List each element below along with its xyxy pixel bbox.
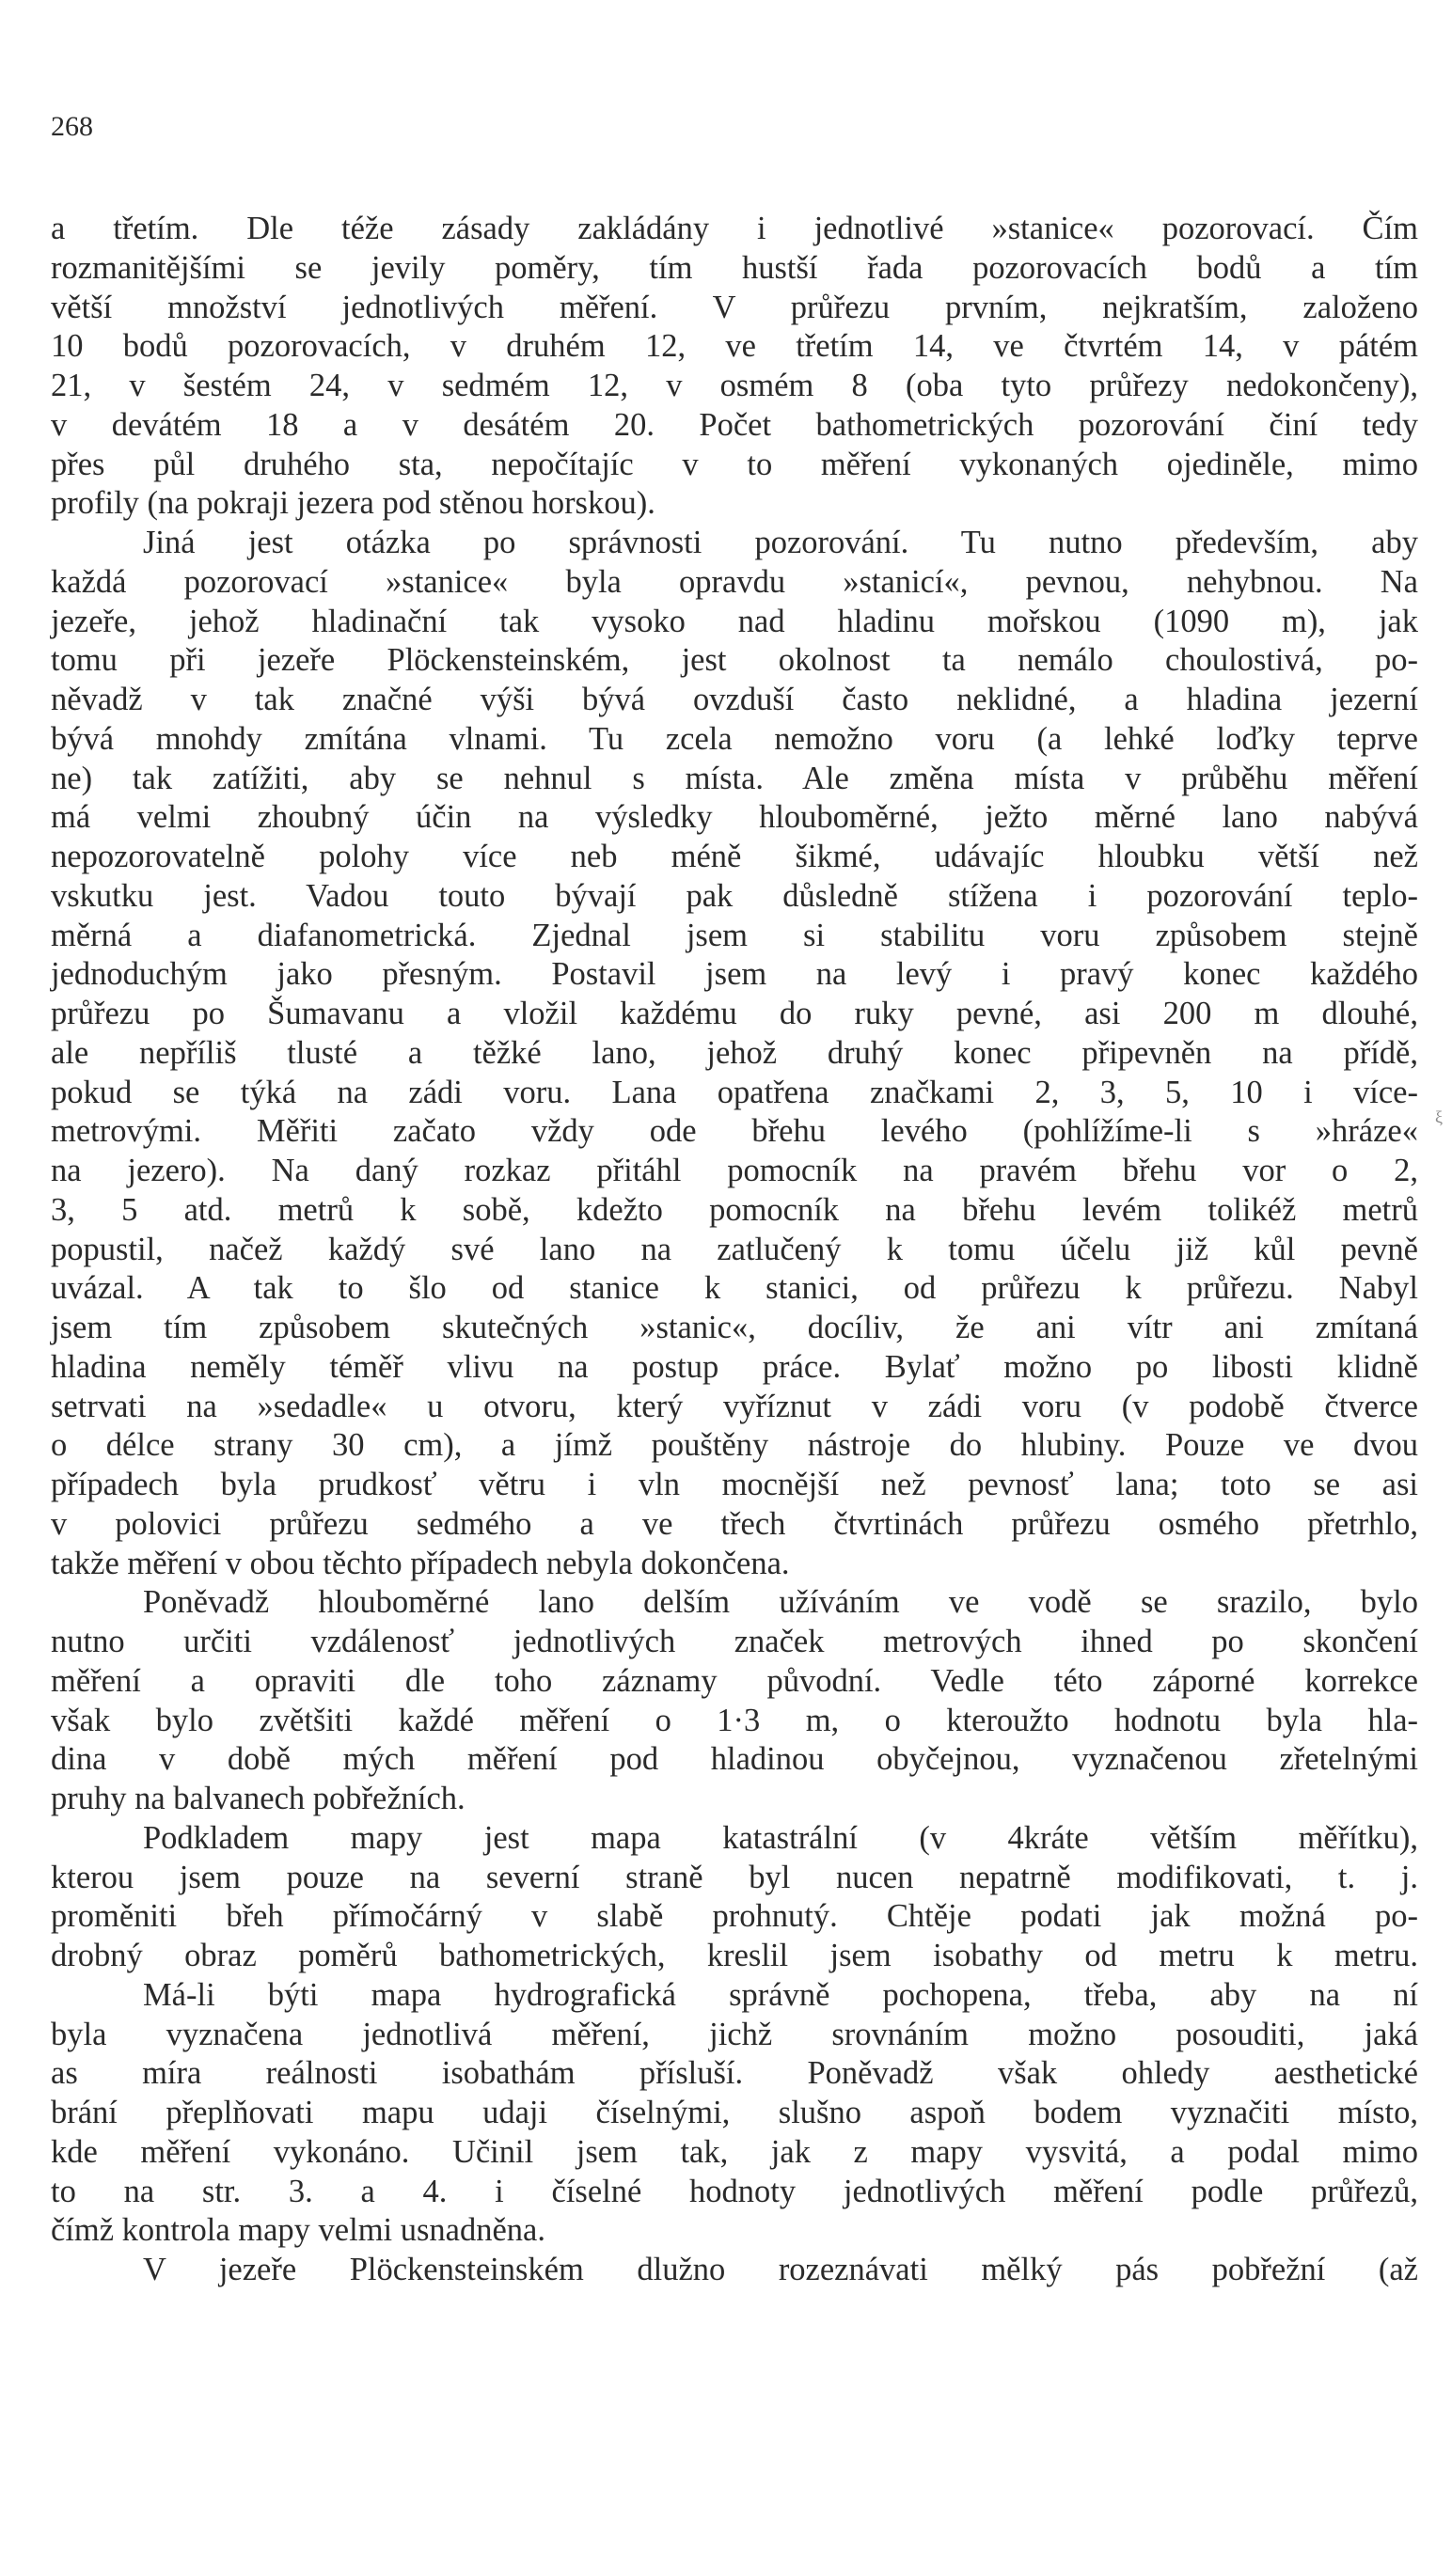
text-line: má velmi zhoubný účin na výsledky hlouboměrné, ježto měrné lano nabývá: [51, 799, 1418, 836]
text-line: proměniti břeh přímočárný v slabě prohnutý. Chtěje podati jak možná po-: [51, 1898, 1418, 1935]
text-line: měření a opraviti dle toho záznamy původní. Vedle této záporné korrekce: [51, 1662, 1418, 1699]
body-text: [51, 210, 1418, 2290]
text-line: měrná a diafanometrická. Zjednal jsem si stabilitu voru způsobem stejně: [51, 917, 1418, 953]
text-line: takže měření v obou těchto případech nebyla dokončena.: [51, 1545, 790, 1581]
text-line: setrvati na »sedadle« u otvoru, který vyříznut v zádi voru (v podobě čtverce: [51, 1388, 1418, 1424]
text-line: Jiná jest otázka po správnosti pozorování. Tu nutno především, aby: [143, 525, 1418, 560]
text-line: průřezu po Šumavanu a vložil každému do ruky pevné, asi 200 m dlouhé,: [51, 996, 1418, 1031]
page-number: 268: [51, 111, 93, 142]
text-line: 10 bodů pozorovacích, v druhém 12, ve třetím 14, ve čtvrtém 14, v pátém: [51, 328, 1418, 365]
text-line: 3, 5 atd. metrů k sobě, kdežto pomocník na břehu levém tolikéž metrů: [51, 1191, 1418, 1228]
text-line: Poněvadž hlouboměrné lano delším užíváním ve vodě se srazilo, bylo: [143, 1584, 1418, 1621]
text-line: tomu při jezeře Plöckensteinském, jest okolnost ta nemálo choulostivá, po-: [51, 642, 1418, 679]
text-line: as míra reálnosti isobathám přísluší. Poněvadž však ohledy aesthetické: [51, 2055, 1418, 2092]
text-line: nepozorovatelně polohy více neb méně šikmé, udávajíc hloubku větší než: [51, 839, 1418, 874]
text-line: čímž kontrola mapy velmi usnadněna.: [51, 2212, 545, 2249]
text-line: a třetím. Dle téže zásady zakládány i jednotlivé »stanice« pozorovací. Čím: [51, 211, 1418, 246]
text-line: Podkladem mapy jest mapa katastrální (v 4kráte větším měřítku),: [143, 1819, 1418, 1856]
text-line: v devátém 18 a v desátém 20. Počet bathometrických pozorování činí tedy: [51, 406, 1418, 443]
text-line: ne) tak zatížiti, aby se nehnul s místa. Ale změna místa v průběhu měření: [51, 760, 1418, 796]
margin-mark: ξ: [1435, 1107, 1444, 1126]
text-line: dina v době mých měření pod hladinou obyčejnou, vyznačenou zřetelnými: [51, 1741, 1418, 1778]
text-line: uvázal. A tak to šlo od stanice k stanici, od průřezu k průřezu. Nabyl: [51, 1270, 1418, 1307]
text-line: byla vyznačena jednotlivá měření, jichž srovnáním možno posouditi, jaká: [51, 2016, 1418, 2052]
text-line: metrovými. Měřiti začato vždy ode břehu levého (pohlížíme-li s »hráze«: [51, 1113, 1418, 1150]
text-line: 21, v šestém 24, v sedmém 12, v osmém 8 (oba tyto průřezy nedokončeny),: [51, 368, 1418, 403]
text-line: vskutku jest. Vadou touto bývají pak důsledně stížena i pozorování teplo-: [51, 877, 1418, 914]
text-line: Má-li býti mapa hydrografická správně pochopena, třeba, aby na ní: [143, 1976, 1418, 2013]
text-line: něvadž v tak značné výši bývá ovzduší často neklidné, a hladina jezerní: [51, 682, 1418, 717]
text-line: však bylo zvětšiti každé měření o 1·3 m, o kteroužto hodnotu byla hla-: [51, 1702, 1418, 1738]
text-line: brání přeplňovati mapu udaji číselnými, slušno aspoň bodem vyznačiti místo,: [51, 2095, 1418, 2130]
text-line: kterou jsem pouze na severní straně byl nucen nepatrně modifikovati, t. j.: [51, 1859, 1418, 1895]
text-line: kde měření vykonáno. Učinil jsem tak, jak z mapy vysvitá, a podal mimo: [51, 2133, 1418, 2170]
text-line: popustil, načež každý své lano na zatlučený k tomu účelu již kůl pevně: [51, 1231, 1418, 1267]
text-line: v polovici průřezu sedmého a ve třech čtvrtinách průřezu osmého přetrhlo,: [51, 1505, 1418, 1542]
text-line: každá pozorovací »stanice« byla opravdu »stanicí«, pevnou, nehybnou. Na: [51, 563, 1418, 600]
text-line: profily (na pokraji jezera pod stěnou horskou).: [51, 485, 655, 522]
text-line: drobný obraz poměrů bathometrických, kreslil jsem isobathy od metru k metru.: [51, 1938, 1418, 1973]
text-line: hladina neměly téměř vlivu na postup práce. Bylať možno po libosti klidně: [51, 1348, 1418, 1385]
text-line: na jezero). Na daný rozkaz přitáhl pomocník na pravém břehu vor o 2,: [51, 1153, 1418, 1188]
text-line: větší množství jednotlivých měření. V průřezu prvním, nejkratším, založeno: [51, 289, 1418, 325]
text-line: pokud se týká na zádi voru. Lana opatřena značkami 2, 3, 5, 10 i více-: [51, 1074, 1418, 1110]
text-line: přes půl druhého sta, nepočítajíc v to měření vykonaných ojediněle, mimo: [51, 446, 1418, 482]
text-line: nutno určiti vzdálenosť jednotlivých značek metrových ihned po skončení: [51, 1624, 1418, 1659]
text-line: bývá mnohdy zmítána vlnami. Tu zcela nemožno voru (a lehké loďky teprve: [51, 720, 1418, 757]
text-line: ale nepříliš tlusté a těžké lano, jehož druhý konec připevněn na přídě,: [51, 1034, 1418, 1071]
text-line: jsem tím způsobem skutečných »stanic«, docíliv, že ani vítr ani zmítaná: [51, 1310, 1418, 1345]
text-line: pruhy na balvanech pobřežních.: [51, 1781, 466, 1816]
text-line: případech byla prudkosť větru i vln mocnější než pevnosť lana; toto se asi: [51, 1467, 1418, 1502]
text-line: to na str. 3. a 4. i číselné hodnoty jednotlivých měření podle průřezů,: [51, 2173, 1418, 2209]
text-line: jednoduchým jako přesným. Postavil jsem na levý i pravý konec každého: [51, 956, 1418, 993]
text-line: jezeře, jehož hladinační tak vysoko nad hladinu mořskou (1090 m), jak: [51, 603, 1418, 639]
text-line: V jezeře Plöckensteinském dlužno rozeznávati mělký pás pobřežní (až: [143, 2252, 1418, 2287]
text-line: o délce strany 30 cm), a jímž pouštěny nástroje do hlubiny. Pouze ve dvou: [51, 1427, 1418, 1464]
text-line: rozmanitějšími se jevily poměry, tím hustší řada pozorovacích bodů a tím: [51, 249, 1418, 286]
